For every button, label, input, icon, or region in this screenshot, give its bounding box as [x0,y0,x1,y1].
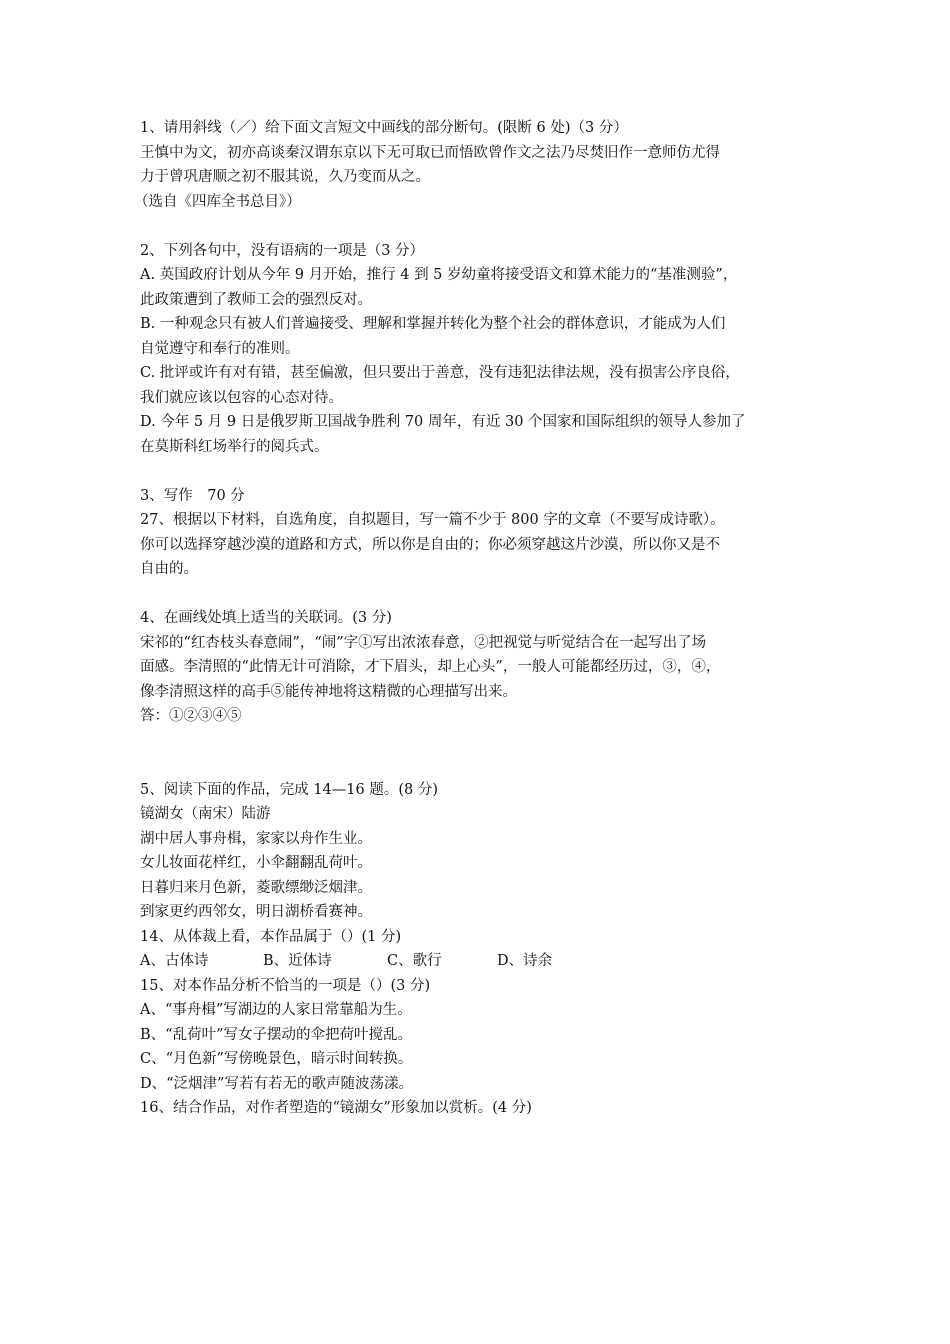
document-body [134,116,820,1121]
q14-title: 14、从体裁上看，本作品属于（）(1 分) [140,928,402,945]
q1-text-line: 王慎中为文，初亦高谈秦汉谓东京以下无可取已而悟欧曾作文之法乃尽焚旧作一意师仿尤得 [140,144,720,161]
q2-option-b: B. 一种观念只有被人们普遍接受、理解和掌握并转化为整个社会的群体意识，才能成为人们 [140,316,726,332]
q4-title: 4、在画线处填上适当的关联词。(3 分) [140,610,392,626]
q15-option-b: B、“乱荷叶”写女子摆动的伞把荷叶搅乱。 [140,1026,412,1043]
q4-text-line: 面感。李清照的“此情无计可消除，才下眉头，却上心头”，一般人可能都经历过，③，④， [140,659,721,675]
q15-option-c: C、“月色新”写傍晚景色，暗示时间转换。 [140,1051,413,1067]
q3-material-cont: 自由的。 [140,561,198,577]
q2-option-c-cont: 我们就应该以包容的心态对待。 [140,389,343,406]
q2-option-d-cont: 在莫斯科红场举行的阅兵式。 [140,438,329,455]
q2-title: 2、下列各句中，没有语病的一项是（3 分） [140,242,425,259]
q4-text-line: 宋祁的“红杏枝头春意闹”，“闹”字①写出浓浓春意，②把视觉与听觉结合在一起写出了场 [140,634,707,651]
q15-title: 15、对本作品分析不恰当的一项是（）(3 分) [140,977,431,994]
q1-source: （选自《四库全书总目》） [134,193,301,210]
q2-option-a: A. 英国政府计划从今年 9 月开始，推行 4 到 5 岁幼童将接受语文和算术能力的“基准测验”， [140,267,738,283]
poem-line: 湖中居人事舟楫，家家以舟作生业。 [140,830,372,847]
q3-material: 你可以选择穿越沙漠的道路和方式，所以你是自由的；你必须穿越这片沙漠，所以你又是不 [140,536,720,553]
q2-option-d: D. 今年 5 月 9 日是俄罗斯卫国战争胜利 70 周年，有近 30 个国家和国际组织的领导人参加了 [140,414,746,430]
poem-line: 到家更约西邻女，明日湖桥看赛神。 [140,904,372,920]
q14-option-b: B、近体诗 [263,953,332,969]
q2-option-c: C. 批评或许有对有错，甚至偏激，但只要出于善意，没有违犯法律法规，没有损害公序良俗， [140,365,740,381]
poem-line: 日暮归来月色新，菱歌缥缈泛烟津。 [140,879,372,896]
q5-title: 5、阅读下面的作品，完成 14—16 题。(8 分) [140,781,438,798]
q1-title: 1、请用斜线（／）给下面文言短文中画线的部分断句。(限断 6 处)（3 分） [140,120,628,136]
q1-text-line: 力于曾巩唐顺之初不服其说，久乃变而从之。 [140,169,430,185]
q2-option-b-cont: 自觉遵守和奉行的准则。 [140,340,300,357]
poem-title: 镜湖女（南宋）陆游 [140,806,271,822]
q3-title: 3、写作 70 分 [140,487,245,504]
q3-prompt: 27、根据以下材料，自选角度，自拟题目，写一篇不少于 800 字的文章（不要写成诗歌）。 [140,512,725,528]
poem-line: 女儿妆面花样红，小伞翻翻乱荷叶。 [140,855,372,871]
q16-title: 16、结合作品，对作者塑造的“镜湖女”形象加以赏析。(4 分) [140,1100,532,1116]
q4-text-line: 像李清照这样的高手⑤能传神地将这精微的心理描写出来。 [140,683,517,700]
q14-option-c: C、歌行 [387,953,442,969]
q14-option-a: A、古体诗 [140,953,209,969]
q15-option-a: A、“事舟楫”写湖边的人家日常靠船为生。 [140,1002,412,1018]
q4-answer: 答：①②③④⑤ [140,708,242,724]
q14-option-d: D、诗余 [497,953,553,969]
q15-option-d: D、“泛烟津”写若有若无的歌声随波荡漾。 [140,1075,413,1092]
q14-options [140,949,820,974]
q2-option-a-cont: 此政策遭到了教师工会的强烈反对。 [140,291,372,308]
